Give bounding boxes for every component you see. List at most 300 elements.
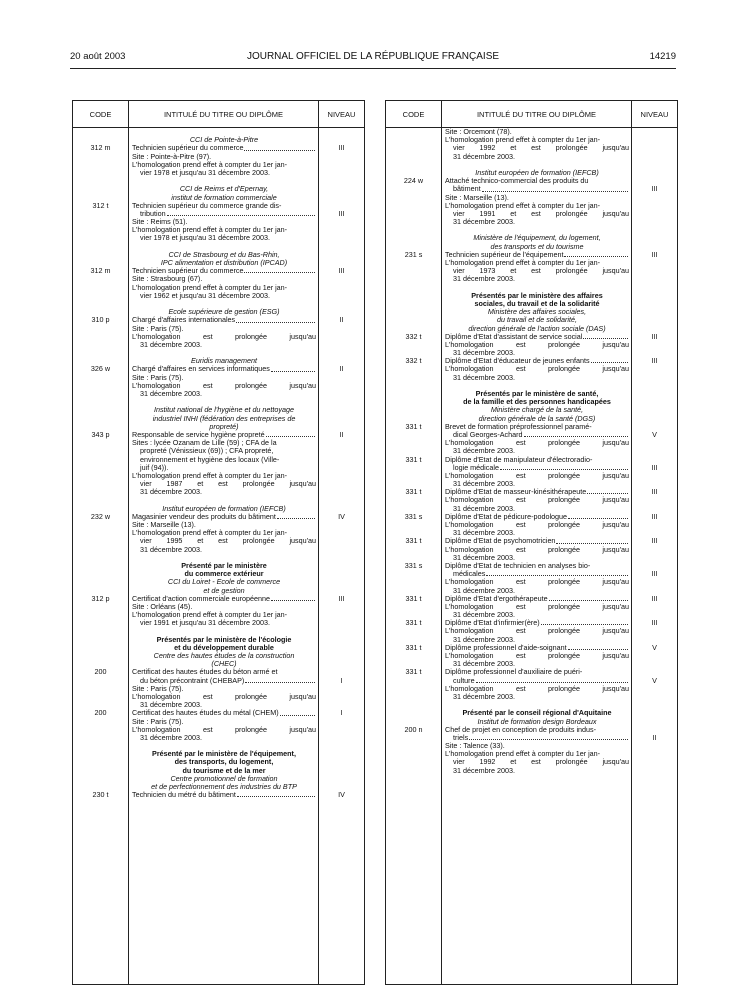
- level-line: [322, 718, 361, 726]
- code-line: [386, 275, 441, 283]
- code-line: [73, 128, 128, 136]
- title-line: 31 décembre 2003.: [453, 151, 515, 161]
- level-line: III: [651, 356, 658, 366]
- level-line: V: [652, 642, 657, 652]
- code-cell: [73, 128, 128, 984]
- level-line: [635, 234, 674, 242]
- level-line: [635, 750, 674, 758]
- level-line: [635, 210, 674, 218]
- institution-heading: Euridis management: [191, 356, 257, 366]
- level-line: [635, 718, 674, 726]
- code-line: [73, 210, 128, 218]
- dot-leader: [500, 464, 628, 470]
- level-line: [635, 308, 674, 316]
- title-line: environnement et hygiène des locaux (Ville-: [140, 454, 280, 464]
- institution-heading: IPC alimentation et distribution (IPCAD): [160, 258, 288, 267]
- code-line: [386, 685, 441, 693]
- code-line: [73, 726, 128, 734]
- code-line: [73, 496, 128, 504]
- level-line: [635, 275, 674, 283]
- level-line: [322, 194, 361, 202]
- institution-heading: et de perfectionnement des industries du BTP: [151, 782, 297, 791]
- title-line: vier 1978 et jusqu'au 31 décembre 2003.: [140, 167, 271, 177]
- dot-leader: [482, 185, 628, 191]
- title-text: Diplôme d'Etat de masseur-kinésithérapeute: [445, 487, 587, 497]
- level-line: [322, 496, 361, 504]
- level-line: [322, 611, 361, 619]
- institution-heading: Centre des hautes études de la construction: [153, 651, 295, 660]
- level-line: [635, 578, 674, 586]
- institution-heading: (CHEC): [211, 659, 237, 669]
- level-line: III: [651, 569, 658, 579]
- code-line: 331 t: [405, 642, 422, 652]
- title-line: vier 1992 et est prolongée jusqu'au: [453, 143, 629, 153]
- level-line: [322, 341, 361, 349]
- level-line: I: [340, 708, 343, 718]
- code-line: [73, 374, 128, 382]
- title-line: L'homologation prend effet à compter du 1er jan-: [132, 282, 288, 292]
- code-line: [73, 284, 128, 292]
- code-line: [386, 300, 441, 308]
- level-line: [635, 259, 674, 267]
- level-line: [322, 243, 361, 251]
- ministry-heading: de la famille et des personnes handicapées: [463, 397, 611, 407]
- code-line: [73, 398, 128, 406]
- title-line: juif (94)).: [140, 462, 169, 472]
- dot-leader: [245, 677, 315, 683]
- code-line: [73, 537, 128, 545]
- title-column-header: INTITULÉ DU TITRE OU DIPLÔME: [442, 101, 632, 128]
- ministry-heading: Présentés par le ministère de l'écologie: [156, 634, 292, 644]
- code-line: 331 s: [404, 511, 423, 521]
- title-line: 31 décembre 2003.: [453, 552, 515, 562]
- code-line: [73, 292, 128, 300]
- title-line: L'homologation est prolongée jusqu'au: [132, 724, 316, 734]
- title-line: 31 décembre 2003.: [453, 691, 515, 701]
- level-line: [635, 128, 674, 136]
- institution-heading: Institut de formation design Bordeaux: [477, 716, 597, 726]
- code-line: [386, 128, 441, 136]
- dot-leader: [469, 734, 628, 740]
- institution-heading: CCI du Loiret - Ecole de commerce: [167, 577, 281, 587]
- level-line: [635, 136, 674, 144]
- code-line: [73, 677, 128, 685]
- level-line: IV: [338, 790, 345, 800]
- level-line: [322, 251, 361, 259]
- code-line: 200: [94, 667, 107, 677]
- code-line: [386, 472, 441, 480]
- title-line: L'homologation est prolongée jusqu'au: [132, 380, 316, 390]
- title-line: L'homologation est prolongée jusqu'au: [132, 691, 316, 701]
- level-line: III: [651, 184, 658, 194]
- level-line: [322, 406, 361, 414]
- level-line: [322, 767, 361, 775]
- code-line: [73, 627, 128, 635]
- code-line: [73, 578, 128, 586]
- level-line: [635, 496, 674, 504]
- institution-heading: et de gestion: [203, 585, 245, 595]
- level-line: [322, 439, 361, 447]
- level-line: [322, 333, 361, 341]
- level-line: [322, 652, 361, 660]
- title-text: Certificat des hautes études du métal (CHEM): [132, 708, 279, 718]
- title-line: L'homologation prend effet à compter du 1er jan-: [132, 470, 288, 480]
- header-page-number: 14219: [649, 51, 676, 62]
- code-line: 331 t: [405, 618, 422, 628]
- level-line: [635, 218, 674, 226]
- title-line: L'homologation est prolongée jusqu'au: [132, 331, 316, 341]
- title-line: Chef de projet en conception de produits indus-: [445, 724, 597, 734]
- title-line: L'homologation est prolongée jusqu'au: [445, 626, 629, 636]
- level-line: [322, 284, 361, 292]
- code-line: [73, 349, 128, 357]
- code-line: [73, 775, 128, 783]
- institution-heading: CCI de Pointe-à-Pitre: [189, 135, 259, 145]
- title-line: 31 décembre 2003.: [453, 634, 515, 644]
- dot-leader: [486, 570, 628, 576]
- code-line: [73, 685, 128, 693]
- level-line: [635, 161, 674, 169]
- code-line: 312 m: [90, 266, 111, 276]
- code-line: [386, 742, 441, 750]
- level-line: [322, 325, 361, 333]
- code-line: [73, 456, 128, 464]
- code-line: [73, 734, 128, 742]
- level-line: [322, 169, 361, 177]
- header-rule: [70, 68, 676, 69]
- level-line: [322, 390, 361, 398]
- dot-leader: [476, 677, 628, 683]
- level-line: [635, 709, 674, 717]
- ministry-heading: Présentés par le ministère des affaires: [471, 290, 603, 300]
- title-text: bâtiment: [453, 184, 481, 194]
- ministry-heading: Présenté par le ministère de l'équipement,: [152, 749, 296, 759]
- title-line: Brevet de formation préprofessionnel paramé-: [445, 421, 592, 431]
- institution-heading: industriel INHI (fédération des entreprises de: [152, 413, 296, 423]
- level-line: [322, 685, 361, 693]
- institution-heading: direction générale de la santé (DGS): [478, 413, 596, 423]
- dot-leader: [244, 144, 315, 150]
- level-line: [322, 275, 361, 283]
- code-line: [386, 292, 441, 300]
- dot-leader: [556, 537, 628, 543]
- level-line: [635, 660, 674, 668]
- code-line: [73, 570, 128, 578]
- code-line: [386, 464, 441, 472]
- code-line: [73, 529, 128, 537]
- code-line: [386, 570, 441, 578]
- title-line: 31 décembre 2003.: [140, 389, 202, 398]
- level-line: [322, 464, 361, 472]
- level-line: [322, 570, 361, 578]
- code-line: [386, 750, 441, 758]
- title-line: 31 décembre 2003.: [140, 339, 202, 349]
- level-line: [635, 153, 674, 161]
- level-line: [322, 161, 361, 169]
- level-line: III: [651, 536, 658, 546]
- title-text: logie médicale: [453, 462, 499, 472]
- institution-heading: direction générale de l'action sociale (DAS): [468, 323, 606, 333]
- title-line: Site : Marseille (13).: [132, 520, 196, 529]
- title-text: Technicien supérieur du commerce: [132, 143, 244, 153]
- level-line: [322, 644, 361, 652]
- code-line: 224 w: [403, 176, 424, 186]
- title-line: 31 décembre 2003.: [140, 544, 202, 554]
- level-line: [322, 398, 361, 406]
- title-column-header: INTITULÉ DU TITRE OU DIPLÔME: [129, 101, 319, 128]
- title-line: L'homologation est prolongée jusqu'au: [445, 544, 629, 554]
- code-line: [73, 226, 128, 234]
- level-line: [322, 750, 361, 758]
- title-line: Site : Paris (75).: [132, 323, 184, 333]
- level-line: [322, 415, 361, 423]
- code-line: 332 t: [405, 356, 422, 366]
- dot-leader: [277, 513, 315, 519]
- code-line: [73, 480, 128, 488]
- institution-heading: CCI de Reims et d'Epernay,: [179, 184, 269, 194]
- level-line: [635, 439, 674, 447]
- title-line: L'homologation prend effet à compter du 1er jan-: [445, 135, 601, 145]
- code-line: [73, 153, 128, 161]
- level-line: [635, 341, 674, 349]
- code-line: [386, 701, 441, 709]
- code-line: [386, 398, 441, 406]
- title-text: Diplôme d'Etat de pédicure-podologue: [445, 511, 568, 521]
- level-line: [322, 226, 361, 234]
- level-line: [635, 300, 674, 308]
- dot-leader: [236, 316, 315, 322]
- level-line: III: [651, 487, 658, 497]
- code-line: [386, 758, 441, 766]
- code-line: [386, 693, 441, 701]
- code-line: [73, 611, 128, 619]
- level-line: III: [651, 249, 658, 259]
- code-line: 343 p: [91, 429, 110, 439]
- code-line: [386, 210, 441, 218]
- code-line: [386, 226, 441, 234]
- code-line: [73, 275, 128, 283]
- title-text: Diplôme d'Etat d'ergothérapeute: [445, 593, 548, 603]
- title-text: Diplôme d'Etat d'assistant de service social: [445, 331, 583, 341]
- title-line: Site : Strasbourg (67).: [132, 274, 203, 284]
- level-line: [322, 627, 361, 635]
- code-line: [73, 333, 128, 341]
- title-text: Diplôme d'Etat d'éducateur de jeunes enfants: [445, 356, 590, 366]
- level-line: [322, 636, 361, 644]
- code-line: [73, 742, 128, 750]
- code-line: [73, 234, 128, 242]
- title-line: L'homologation est prolongée jusqu'au: [445, 438, 629, 448]
- code-line: 331 s: [404, 560, 423, 570]
- title-line: vier 1991 et jusqu'au 31 décembre 2003.: [140, 618, 271, 628]
- dot-leader: [244, 267, 315, 273]
- level-line: [322, 537, 361, 545]
- code-line: [386, 267, 441, 275]
- code-line: [73, 185, 128, 193]
- level-line: [322, 562, 361, 570]
- level-line: [635, 144, 674, 152]
- level-cell: [632, 128, 677, 984]
- level-line: [635, 202, 674, 210]
- title-cell: [442, 128, 631, 984]
- code-line: [73, 562, 128, 570]
- title-line: 31 décembre 2003.: [453, 659, 515, 669]
- level-line: [322, 374, 361, 382]
- code-line: [386, 234, 441, 242]
- code-line: [73, 644, 128, 652]
- level-line: [322, 300, 361, 308]
- code-line: [386, 144, 441, 152]
- level-line: [322, 521, 361, 529]
- level-line: [635, 627, 674, 635]
- title-line: Site : Pointe-à-Pitre (97).: [132, 151, 212, 161]
- title-line: Certificat des hautes études du béton armé et: [132, 667, 278, 677]
- code-line: [73, 390, 128, 398]
- code-line: [73, 546, 128, 554]
- code-line: 331 t: [405, 454, 422, 464]
- code-line: 312 t: [92, 200, 109, 210]
- code-line: 331 t: [405, 487, 422, 497]
- left-table: [72, 100, 365, 985]
- title-text: triels: [453, 732, 469, 742]
- title-line-with-leader: [132, 791, 316, 799]
- code-line: [73, 382, 128, 390]
- code-line: 331 t: [405, 593, 422, 603]
- title-line: L'homologation est prolongée jusqu'au: [445, 683, 629, 693]
- ministry-heading: du commerce extérieur: [184, 569, 264, 579]
- dot-leader: [280, 709, 315, 715]
- title-line: Site : Orléans (45).: [132, 601, 193, 611]
- code-line: [386, 341, 441, 349]
- code-line: [386, 496, 441, 504]
- code-line: [386, 259, 441, 267]
- title-line: vier 1991 et est prolongée jusqu'au: [453, 208, 629, 218]
- level-line: II: [339, 315, 344, 325]
- level-line: [322, 472, 361, 480]
- title-line: Site : Talence (33).: [445, 741, 505, 751]
- dot-leader: [271, 595, 315, 601]
- level-line: [322, 742, 361, 750]
- code-line: [73, 472, 128, 480]
- title-line: Site : Paris (75).: [132, 372, 184, 382]
- level-line: [322, 128, 361, 136]
- code-line: [386, 365, 441, 373]
- level-line: [322, 447, 361, 455]
- code-line: 312 m: [90, 143, 111, 153]
- dot-leader: [167, 210, 315, 216]
- dot-leader: [583, 333, 628, 339]
- code-line: 232 w: [90, 511, 111, 521]
- header-date: 20 août 2003: [70, 51, 126, 62]
- level-line: IV: [338, 511, 345, 521]
- title-text: Certificat d'action commerciale européenne: [132, 593, 271, 603]
- title-text: du béton précontraint (CHEBAP): [140, 675, 245, 685]
- code-line: [386, 153, 441, 161]
- code-line: [73, 554, 128, 562]
- title-text: Technicien supérieur du commerce: [132, 266, 244, 276]
- level-line: [635, 685, 674, 693]
- title-line: Sites : lycée Ozanam de Lille (59) ; CFA de la: [132, 438, 277, 448]
- code-column-header: CODE: [73, 101, 129, 128]
- institution-heading: propreté): [209, 421, 239, 431]
- dot-leader: [568, 513, 628, 519]
- level-line: [322, 153, 361, 161]
- title-line: L'homologation est prolongée jusqu'au: [445, 577, 629, 587]
- level-line: III: [338, 143, 345, 153]
- code-line: [386, 374, 441, 382]
- code-line: 326 w: [90, 364, 111, 374]
- page-header: [70, 51, 676, 65]
- institution-heading: Institut européen de formation (IEFCB): [475, 167, 599, 177]
- title-text: culture: [453, 675, 475, 685]
- title-line: L'homologation prend effet à compter du 1er jan-: [132, 528, 288, 538]
- title-line: L'homologation est prolongée jusqu'au: [445, 601, 629, 611]
- code-line: [386, 308, 441, 316]
- title-text: Diplôme d'Etat d'infirmier(ère): [445, 618, 540, 628]
- institution-heading: Ministère de l'équipement, du logement,: [473, 233, 601, 243]
- institution-heading: Ecole supérieure de gestion (ESG): [168, 307, 280, 317]
- title-line: L'homologation est prolongée jusqu'au: [445, 495, 629, 505]
- ministry-heading: et du développement durable: [174, 642, 274, 652]
- level-line: [635, 701, 674, 709]
- institution-heading: institut de formation commerciale: [171, 192, 277, 202]
- level-line: [322, 488, 361, 496]
- level-line: [322, 726, 361, 734]
- code-column-header: CODE: [386, 101, 442, 128]
- title-line: L'homologation est prolongée jusqu'au: [445, 339, 629, 349]
- code-line: [73, 652, 128, 660]
- code-line: [386, 431, 441, 439]
- level-line: [635, 390, 674, 398]
- code-line: [73, 406, 128, 414]
- title-line: 31 décembre 2003.: [453, 372, 515, 382]
- code-line: 231 s: [404, 249, 423, 259]
- level-line: II: [339, 364, 344, 374]
- title-text: Responsable de service hygiène propreté: [132, 429, 265, 439]
- title-line: L'homologation est prolongée jusqu'au: [445, 470, 629, 480]
- code-line: [73, 341, 128, 349]
- title-line: vier 1995 et est prolongée jusqu'au: [140, 536, 316, 546]
- institution-heading: Ministère chargé de la santé,: [490, 405, 584, 415]
- level-line: [322, 234, 361, 242]
- level-line: III: [338, 593, 345, 603]
- title-line: Site : Paris (75).: [132, 683, 184, 693]
- code-line: [386, 627, 441, 635]
- title-line: L'homologation prend effet à compter du 1er jan-: [132, 610, 288, 620]
- level-line: [635, 652, 674, 660]
- right-table: [385, 100, 678, 985]
- level-column-header: NIVEAU: [632, 101, 678, 128]
- code-line: [73, 636, 128, 644]
- code-line: [73, 243, 128, 251]
- title-line: Diplôme d'Etat de technicien en analyses bio-: [445, 560, 591, 570]
- level-line: [635, 521, 674, 529]
- code-line: [386, 218, 441, 226]
- level-line: [322, 775, 361, 783]
- title-line: Diplôme d'Etat de manipulateur d'électroradio-: [445, 454, 593, 464]
- title-line: Diplôme professionnel d'auxiliaire de puéri-: [445, 667, 583, 677]
- level-line: [322, 292, 361, 300]
- code-line: [386, 652, 441, 660]
- title-text: Diplôme d'Etat de psychomotricien: [445, 536, 556, 546]
- code-line: [73, 758, 128, 766]
- level-line: [635, 767, 674, 775]
- title-line: 31 décembre 2003.: [453, 446, 515, 456]
- title-line: 31 décembre 2003.: [140, 732, 202, 742]
- title-line: L'homologation est prolongée jusqu'au: [445, 651, 629, 660]
- level-line: I: [340, 675, 343, 685]
- level-line: II: [339, 429, 344, 439]
